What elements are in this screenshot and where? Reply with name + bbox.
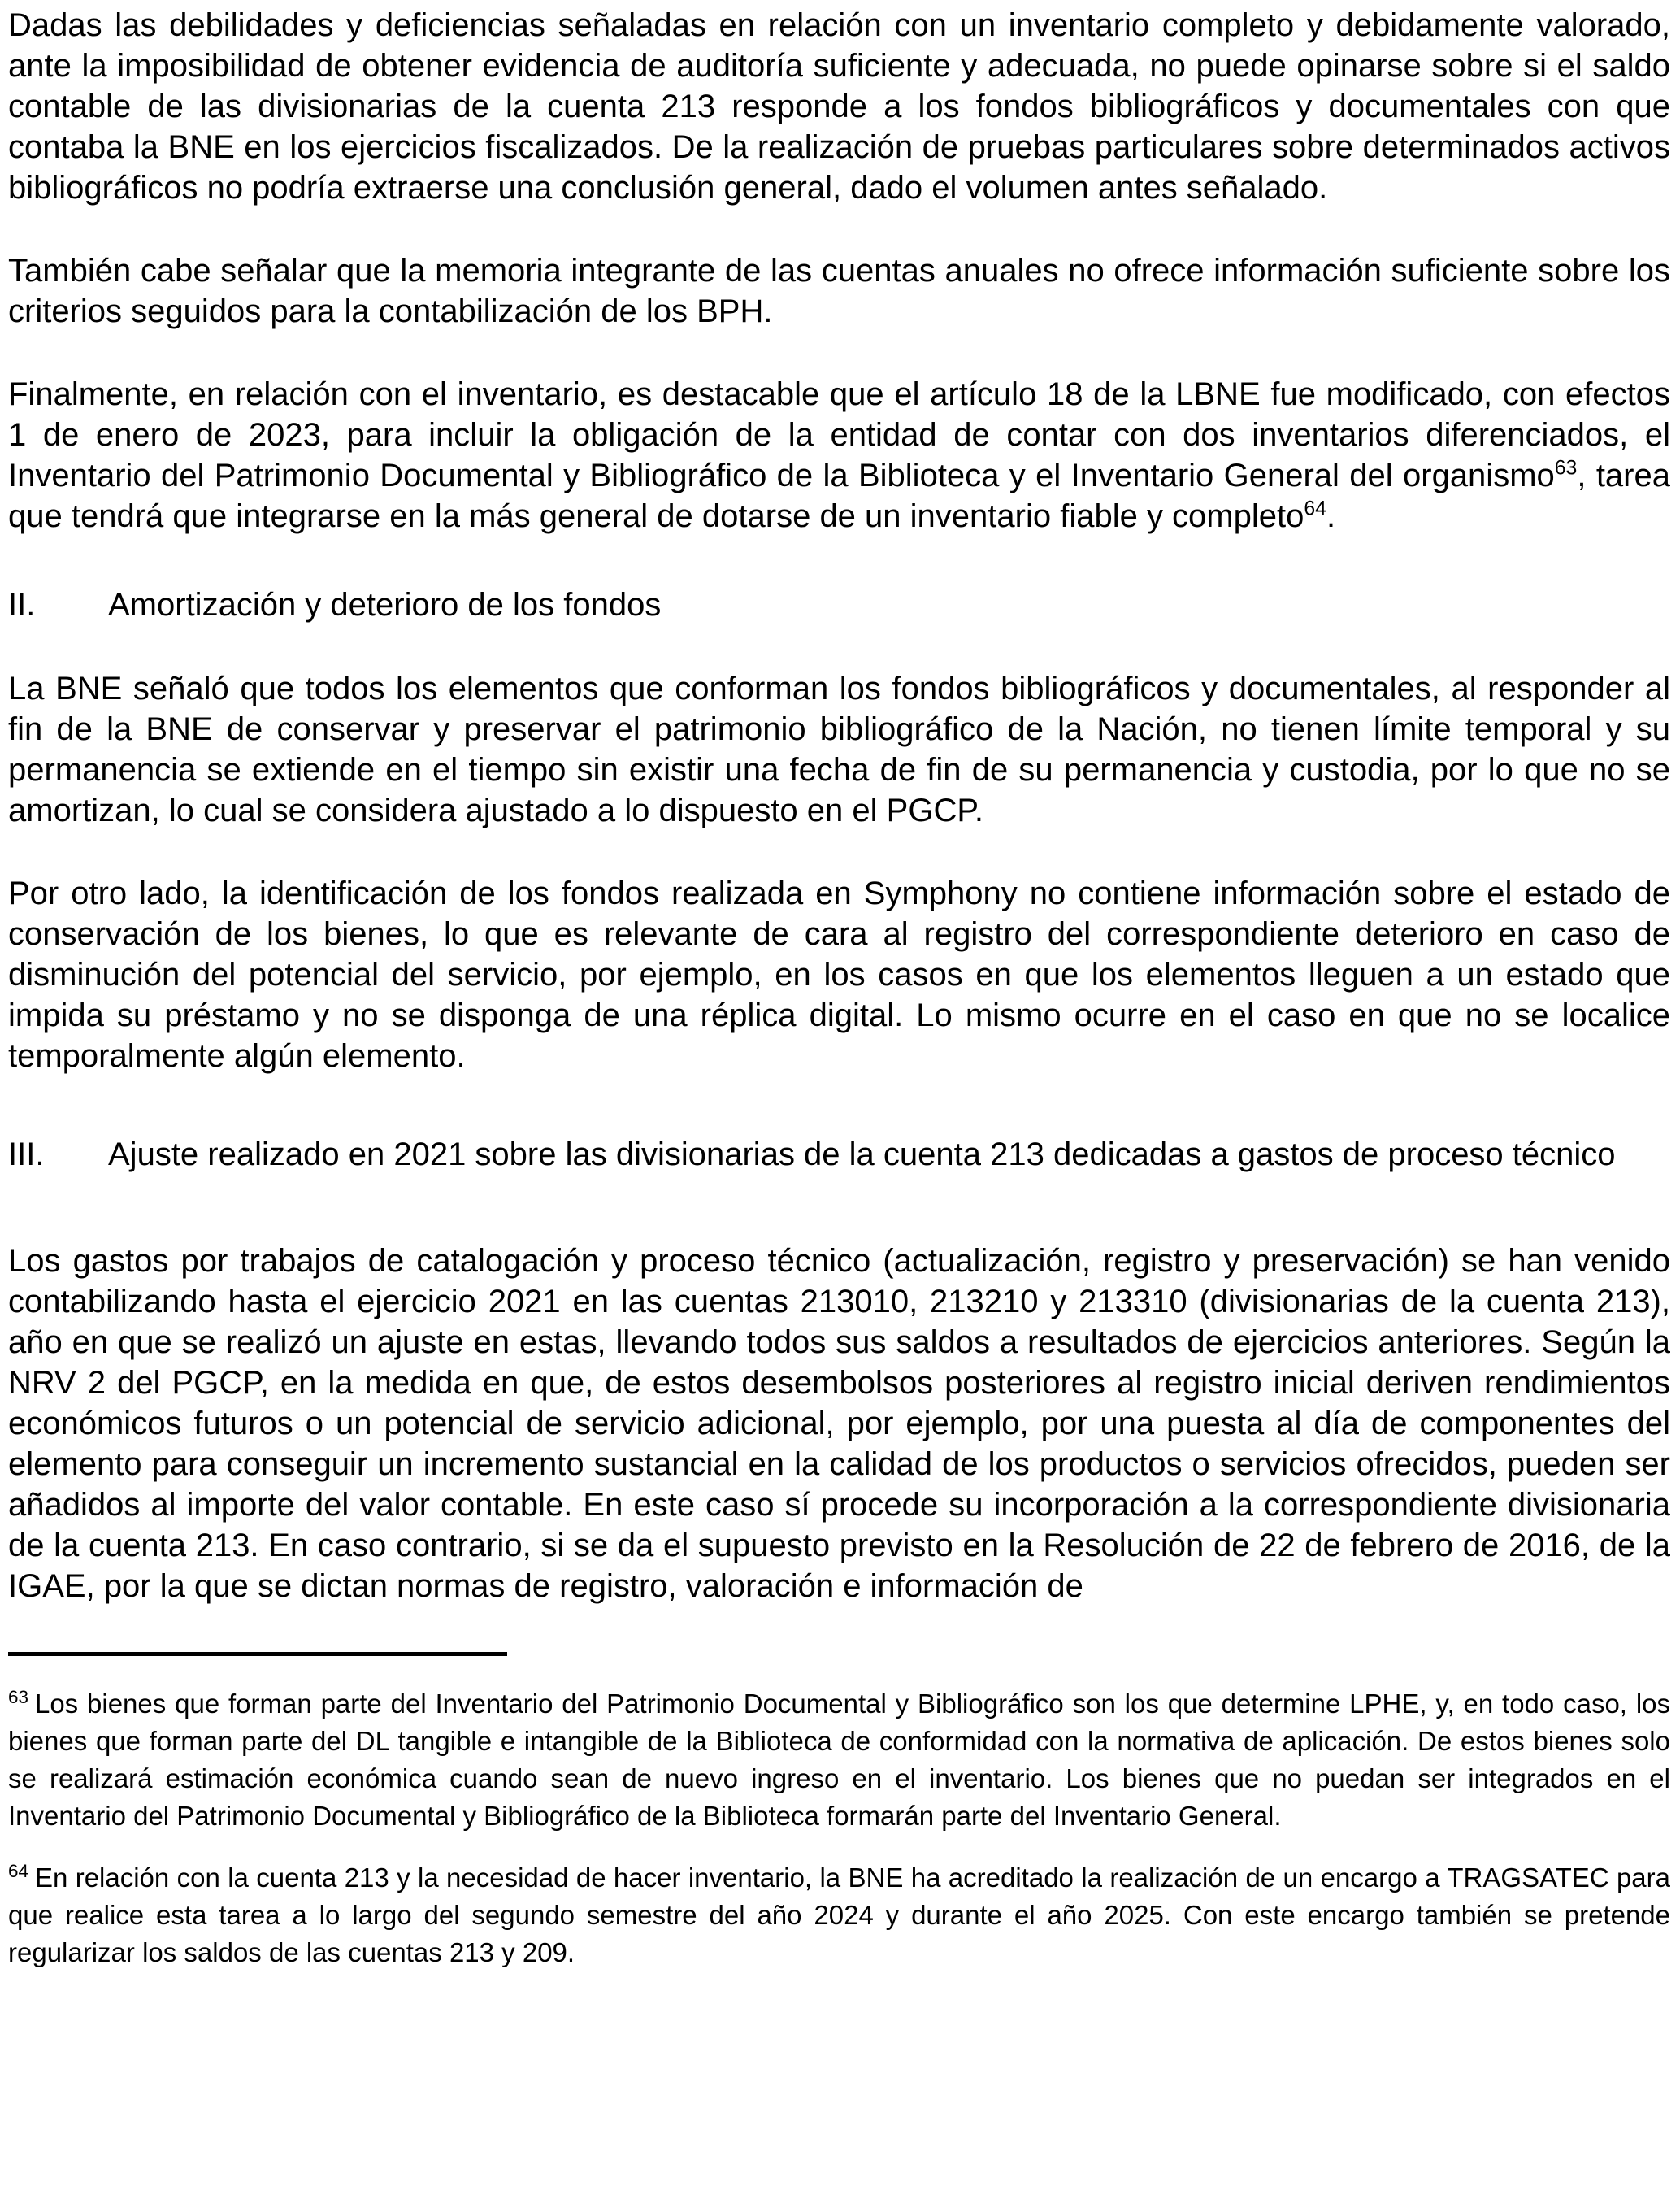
footnote-separator-rule — [8, 1652, 507, 1656]
paragraph-opinion-inventario — [8, 5, 1670, 208]
paragraph-text: Finalmente, en relación con el inventario, es destacable que el artículo 18 de la LBNE fue modificado, con efectos 1 de enero de 2023, para incluir la obligación de la entidad de contar con dos inventarios diferenciados, el Inventario del Patrimonio Documental y Bibliográfico de la Biblioteca y el Inventario General del organismo — [8, 376, 1670, 493]
section-title: Amortización y deterioro de los fondos — [108, 587, 662, 623]
footnote-marker: 64 — [8, 1861, 28, 1881]
paragraph-symphony-deterioro — [8, 873, 1670, 1076]
footnote-text: En relación con la cuenta 213 y la necesidad de hacer inventario, la BNE ha acreditado la realización de un encargo a TRAGSATEC para que realice esta tarea a lo largo del segundo semestre del año 2024 y durante el año 2025. Con este encargo también se pretende regularizar los saldos de las cuentas 213 y 209. — [8, 1862, 1670, 1967]
paragraph-memoria-cuentas — [8, 250, 1670, 332]
paragraph-articulo-18-lbne — [8, 374, 1670, 537]
section-heading-ajuste-2021 — [8, 1133, 1670, 1176]
footnote-text: Los bienes que forman parte del Inventario del Patrimonio Documental y Bibliográfico son los que determine LPHE, y, en todo caso, los bienes que forman parte del DL tangible e intangible de la Biblioteca de conformidad con la normativa de aplicación. De estos bienes solo se realizará estimación económica cuando sean de nuevo ingreso en el inventario. Los bienes que no puedan ser integrados en el Inventario del Patrimonio Documental y Bibliográfico de la Biblioteca formarán parte del Inventario General. — [8, 1689, 1670, 1831]
section-title: Ajuste realizado en 2021 sobre las divisionarias de la cuenta 213 dedicadas a gastos de proceso técnico — [108, 1137, 1616, 1172]
footnote-marker: 63 — [8, 1687, 28, 1707]
paragraph-bne-amortizacion — [8, 668, 1670, 831]
footnote-reference-63: 63 — [1554, 457, 1578, 480]
paragraph-text: La BNE señaló que todos los elementos que conforman los fondos bibliográficos y documentales, al responder al fin de la BNE de conservar y preservar el patrimonio bibliográfico de la Nación, no tienen límite temporal y su permanencia se extiende en el tiempo sin existir una fecha de fin de su permanencia y custodia, por lo que no se amortizan, lo cual se considera ajustado a lo dispuesto en el PGCP. — [8, 671, 1670, 828]
footnote-64 — [8, 1859, 1670, 1971]
section-heading-amortizacion — [8, 584, 1670, 626]
section-number: II. — [8, 587, 36, 623]
paragraph-text: , tarea que tendrá que integrarse en la más general de dotarse de un inventario fiable y completo — [8, 458, 1670, 534]
paragraph-text: Los gastos por trabajos de catalogación y proceso técnico (actualización, registro y preservación) se han venido contabilizando hasta el ejercicio 2021 en las cuentas 213010, 213210 y 213310 (divisionarias de la cuenta 213), año en que se realizó un ajuste en estas, llevando todos sus saldos a resultados de ejercicios anteriores. Según la NRV 2 del PGCP, en la medida en que, de estos desembolsos posteriores al registro inicial deriven rendimientos económicos futuros o un potencial de servicio adicional, por ejemplo, por una puesta al día de componentes del elemento para conseguir un incremento sustancial en la calidad de los productos o servicios ofrecidos, pueden ser añadidos al importe del valor contable. En este caso sí procede su incorporación a la correspondiente divisionaria de la cuenta 213. En caso contrario, si se da el supuesto previsto en la Resolución de 22 de febrero de 2016, de la IGAE, por la que se dictan normas de registro, valoración e información de — [8, 1243, 1670, 1604]
paragraph-gastos-proceso-tecnico — [8, 1241, 1670, 1606]
section-number: III. — [8, 1137, 45, 1172]
paragraph-text: También cabe señalar que la memoria integrante de las cuentas anuales no ofrece información suficiente sobre los criterios seguidos para la contabilización de los BPH. — [8, 253, 1670, 329]
footnote-63 — [8, 1685, 1670, 1835]
paragraph-text: Dadas las debilidades y deficiencias señaladas en relación con un inventario completo y debidamente valorado, ante la imposibilidad de obtener evidencia de auditoría suficiente y adecuada, no puede opinarse sobre si el saldo contable de las divisionarias de la cuenta 213 responde a los fondos bibliográficos y documentales con que contaba la BNE en los ejercicios fiscalizados. De la realización de pruebas particulares sobre determinados activos bibliográficos no podría extraerse una conclusión general, dado el volumen antes señalado. — [8, 7, 1670, 206]
footnote-reference-64: 64 — [1304, 498, 1326, 520]
paragraph-text: . — [1326, 498, 1336, 534]
paragraph-text: Por otro lado, la identificación de los fondos realizada en Symphony no contiene información sobre el estado de conservación de los bienes, lo que es relevante de cara al registro del correspondiente deterioro en caso de disminución del potencial del servicio, por ejemplo, en los casos en que los elementos lleguen a un estado que impida su préstamo y no se disponga de una réplica digital. Lo mismo ocurre en el caso en que no se localice temporalmente algún elemento. — [8, 876, 1670, 1074]
